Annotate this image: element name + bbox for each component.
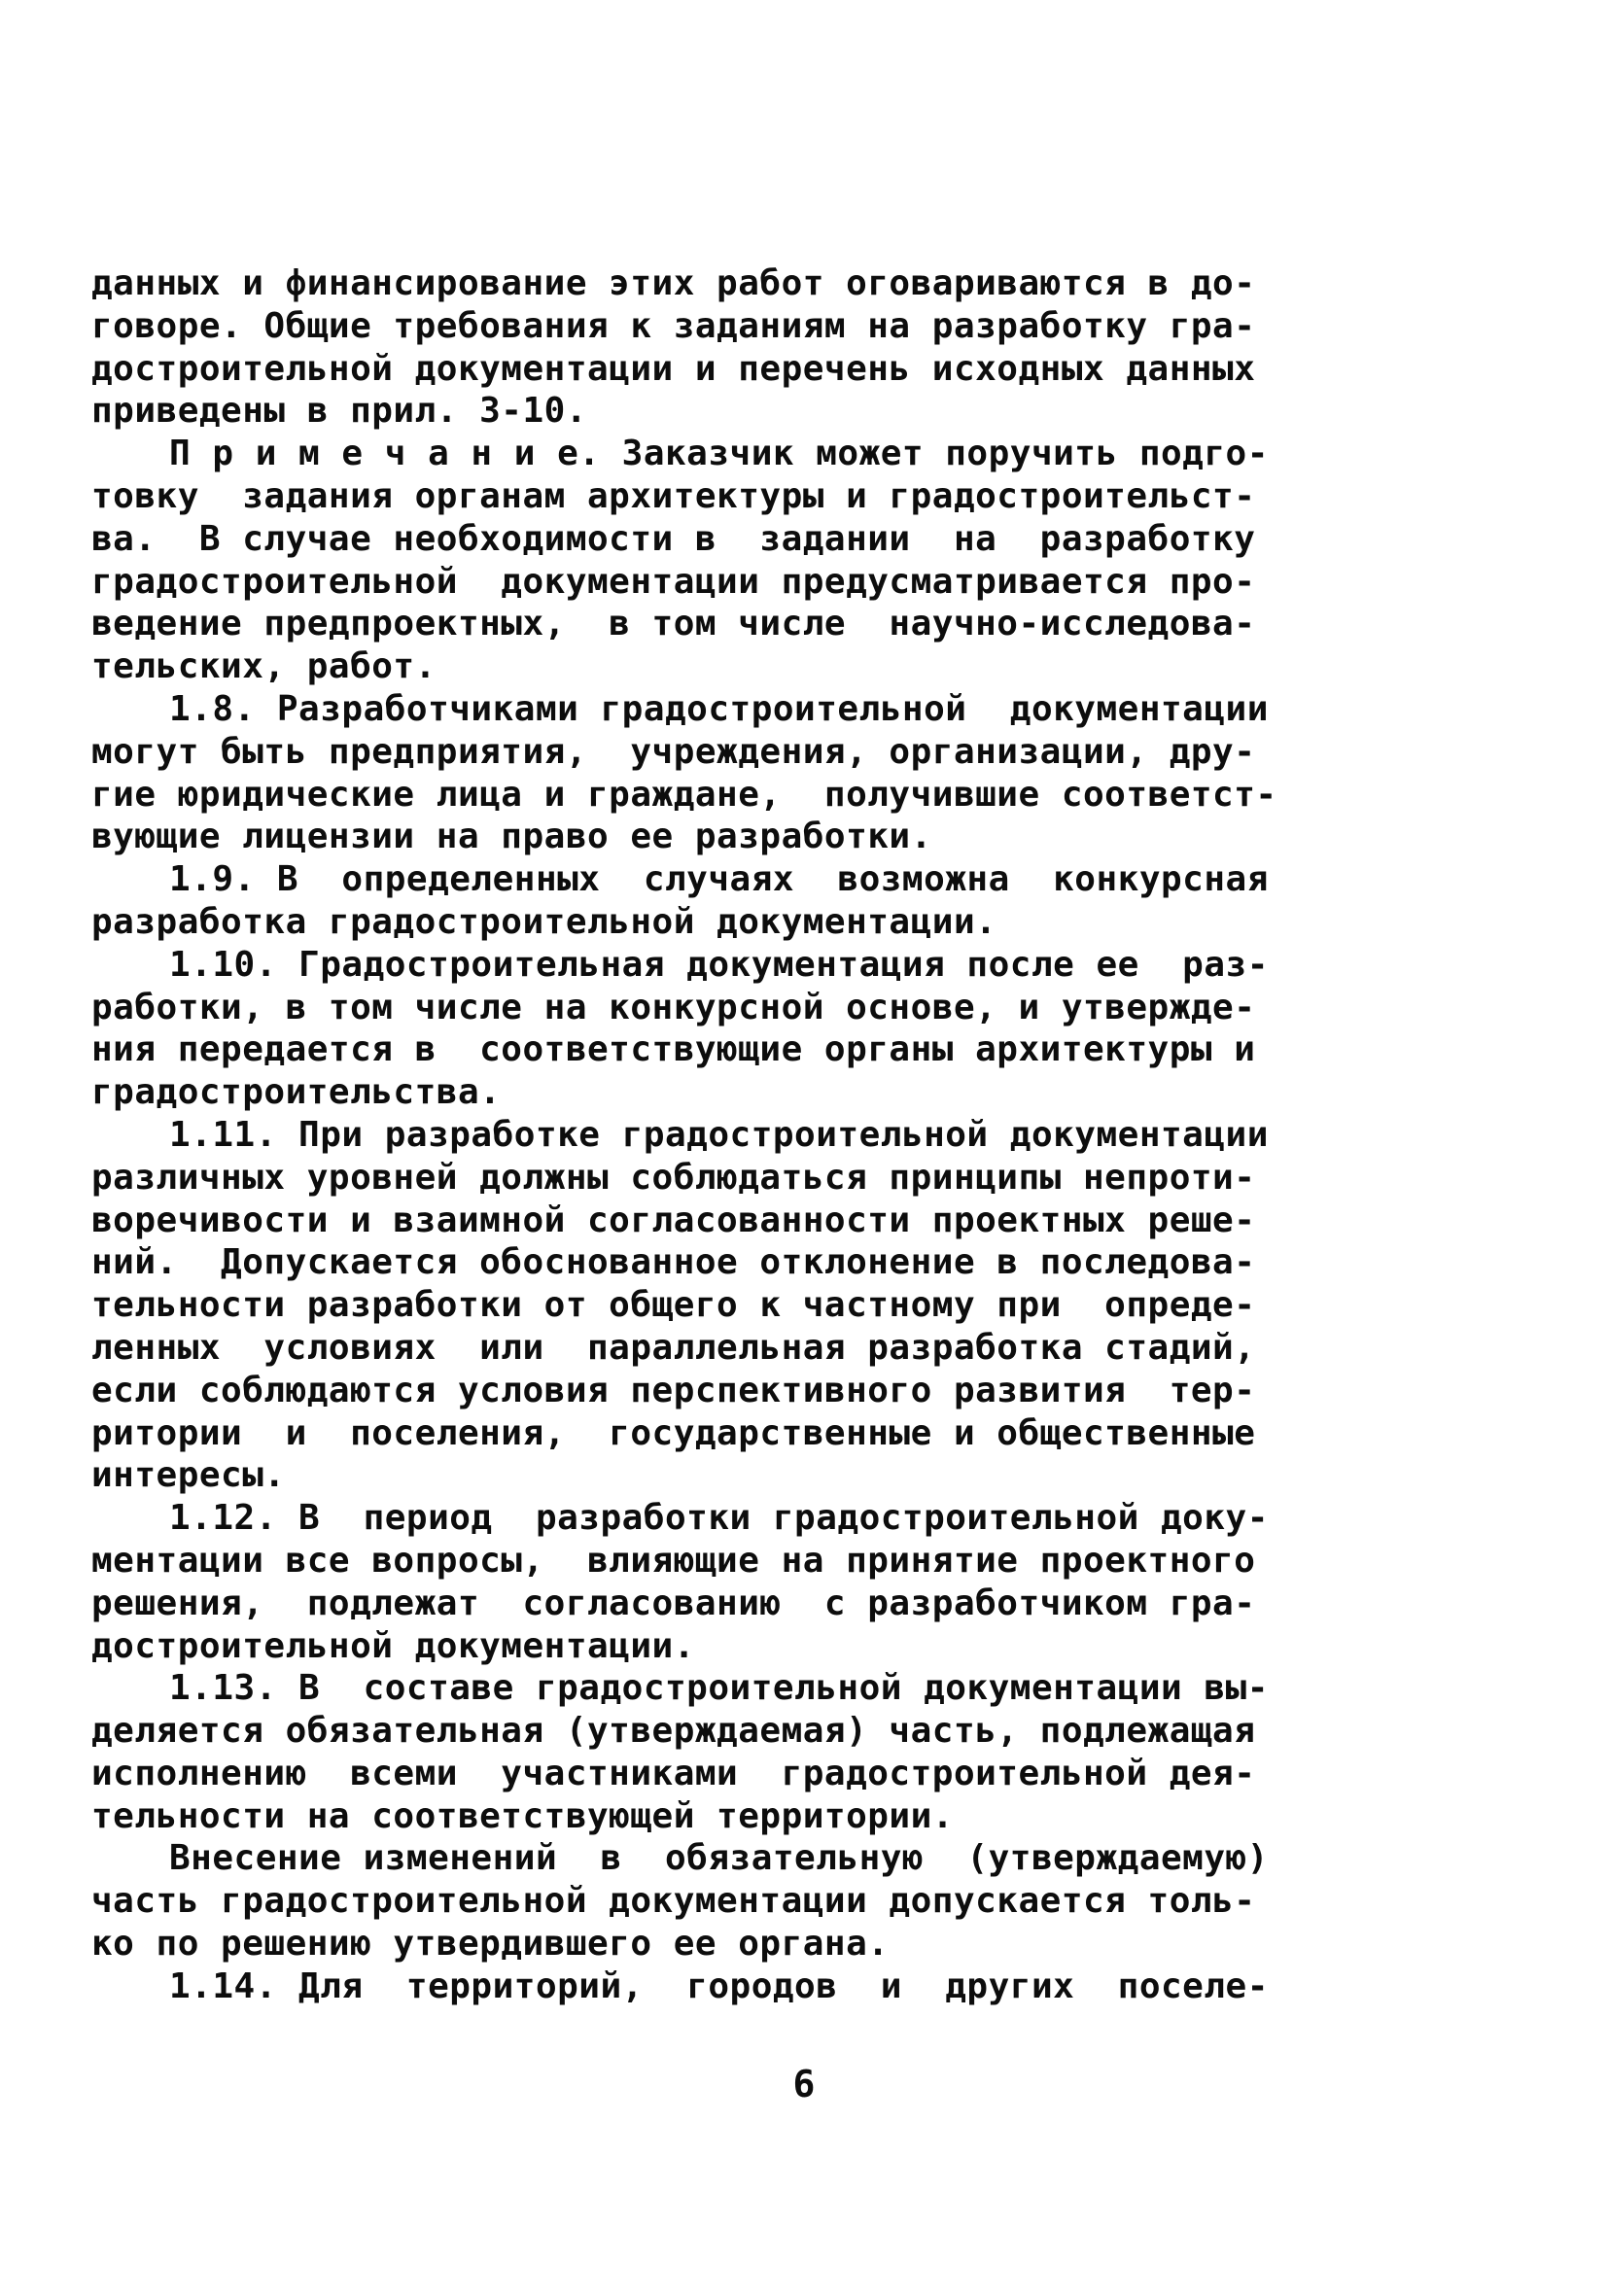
text-line: тельности разработки от общего к частному при опреде-: [91, 1285, 1256, 1326]
text-line: данных и финансирование этих работ оговариваются в до-: [91, 263, 1256, 303]
clause-1-8: 1.8. Разработчиками градостроительной документации: [169, 688, 1269, 729]
paragraph-line: Внесение изменений в обязательную (утверждаемую): [169, 1838, 1269, 1879]
text-line: воречивости и взаимной согласованности проектных реше-: [91, 1200, 1256, 1240]
text-line: тельности на соответствующей территории.: [91, 1795, 954, 1836]
clause-1-11: 1.11. При разработке градостроительной документации: [169, 1114, 1269, 1155]
text-line: часть градостроительной документации допускается толь-: [91, 1881, 1256, 1922]
clause-1-9: 1.9. В определенных случаях возможна конкурсная: [169, 859, 1269, 900]
text-line: ленных условиях или параллельная разработка стадий,: [91, 1327, 1256, 1368]
text-line: исполнению всеми участниками градостроительной дея-: [91, 1753, 1256, 1793]
text-line: гие юридические лица и граждане, получившие соответст-: [91, 774, 1277, 815]
text-line: товку задания органам архитектуры и градостроительст-: [91, 475, 1256, 516]
text-line: говоре. Общие требования к заданиям на разработку гра-: [91, 305, 1256, 346]
clause-1-10: 1.10. Градостроительная документация после ее раз-: [169, 944, 1269, 985]
text-line: различных уровней должны соблюдаться принципы непроти-: [91, 1157, 1256, 1198]
text-line: ва. В случае необходимости в задании на разработку: [91, 518, 1256, 559]
text-line: ния передается в соответствующие органы архитектуры и: [91, 1029, 1256, 1070]
clause-1-13: 1.13. В составе градостроительной документации вы-: [169, 1668, 1269, 1709]
clause-1-12: 1.12. В период разработки градостроительной доку-: [169, 1498, 1269, 1539]
text-line: ведение предпроектных, в том числе научно-исследова-: [91, 604, 1256, 644]
page-number: 6: [792, 2063, 816, 2105]
text-line: градостроительства.: [91, 1072, 502, 1113]
text-line: градостроительной документации предусматривается про-: [91, 561, 1256, 602]
text-line: деляется обязательная (утверждаемая) часть, подлежащая: [91, 1711, 1256, 1752]
text-line: разработка градостроительной документации.: [91, 901, 997, 942]
text-line: ментации все вопросы, влияющие на принятие проектного: [91, 1540, 1256, 1581]
text-line: интересы.: [91, 1455, 286, 1496]
text-line: достроительной документации и перечень исходных данных: [91, 348, 1256, 389]
text-line: вующие лицензии на право ее разработки.: [91, 817, 932, 857]
note-line: П р и м е ч а н и е. Заказчик может поручить подго-: [169, 434, 1269, 474]
clause-1-14: 1.14. Для территорий, городов и других поселе-: [169, 1966, 1269, 2006]
text-line: достроительной документации.: [91, 1625, 695, 1666]
text-line: работки, в том числе на конкурсной основе, и утвержде-: [91, 987, 1256, 1027]
text-line: тельских, работ.: [91, 646, 437, 687]
document-page: [91, 262, 1511, 2207]
text-line: ко по решению утвердившего ее органа.: [91, 1924, 890, 1965]
text-line: ний. Допускается обоснованное отклонение в последова-: [91, 1242, 1256, 1283]
text-line: ритории и поселения, государственные и общественные: [91, 1412, 1256, 1453]
text-line: если соблюдаются условия перспективного развития тер-: [91, 1370, 1256, 1410]
text-line: приведены в прил. 3-10.: [91, 391, 587, 432]
text-line: решения, подлежат согласованию с разработчиком гра-: [91, 1583, 1256, 1623]
text-line: могут быть предприятия, учреждения, организации, дру-: [91, 731, 1256, 772]
